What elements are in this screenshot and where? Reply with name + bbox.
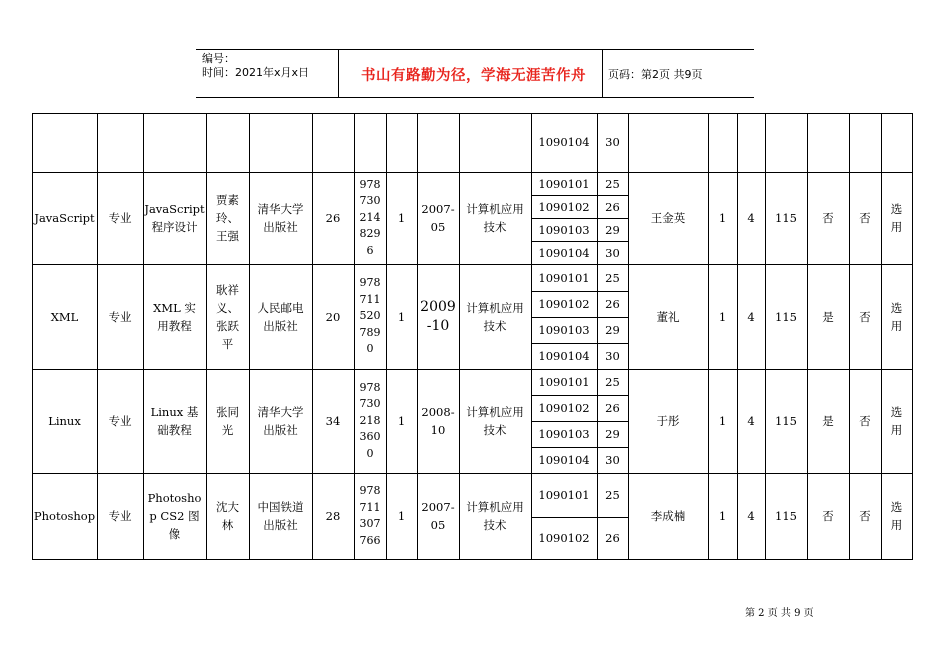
teacher-cell: 于彤 — [656, 414, 680, 428]
teacher-cell: 王金英 — [650, 211, 686, 225]
v3-cell: 115 — [775, 309, 797, 324]
table-rule — [912, 113, 913, 560]
v2-cell: 4 — [747, 414, 755, 428]
time-label: 时间：2021年x月x日 — [202, 66, 310, 79]
page-label: 页码：第2页 共9页 — [608, 68, 703, 81]
table-rule — [32, 113, 913, 114]
price-cell: 34 — [325, 414, 341, 428]
course-table — [32, 113, 912, 559]
authors-cell: 贾素 玲、 王强 — [216, 193, 239, 243]
date-cell: 2007- 05 — [421, 500, 455, 532]
type-cell: 专业 — [108, 414, 132, 428]
v2-cell: 4 — [747, 211, 755, 225]
header-motto: 书山有路勤为径，学海无涯苦作舟 — [361, 68, 586, 84]
book-cell: XML 实 用教程 — [153, 300, 196, 333]
v5-cell: 否 — [859, 509, 871, 523]
v1-cell: 1 — [718, 309, 727, 324]
select-cell: 选 用 — [890, 202, 903, 234]
code-cell: 1090101 — [538, 176, 590, 191]
count-cell: 29 — [605, 222, 620, 237]
count-cell: 29 — [605, 323, 620, 337]
v1-cell: 1 — [718, 509, 727, 523]
publisher-cell: 清华大学 出版社 — [257, 202, 304, 234]
v1-cell: 1 — [718, 414, 727, 428]
date-cell: 2007- 05 — [421, 202, 455, 234]
count-cell: 30 — [605, 453, 620, 467]
number-label: 编号： — [202, 52, 235, 65]
book-cell: JavaScript 程序设计 — [144, 202, 205, 234]
type-cell: 专业 — [108, 309, 132, 324]
count-cell: 26 — [605, 199, 620, 214]
code-cell: 1090103 — [538, 427, 590, 441]
v4-cell: 是 — [822, 414, 834, 428]
header-divider — [338, 50, 339, 97]
course-cell: Photoshop — [33, 509, 96, 523]
authors-cell: 耿祥 义、 张跃 平 — [216, 282, 239, 351]
count-cell: 30 — [605, 349, 620, 363]
v5-cell: 否 — [859, 309, 871, 324]
header-divider — [602, 50, 603, 97]
authors-cell: 张同 光 — [216, 405, 239, 437]
code-cell: 1090102 — [538, 199, 590, 214]
major-cell: 计算机应用 技术 — [466, 500, 524, 532]
v3-cell: 115 — [775, 509, 797, 523]
v1-cell: 1 — [718, 211, 727, 225]
isbn-cell: 978 730 218 360 0 — [359, 380, 381, 460]
edition-cell: 1 — [397, 211, 406, 225]
select-cell: 选 用 — [890, 405, 903, 437]
code-cell: 1090102 — [538, 401, 590, 415]
teacher-cell: 董礼 — [656, 309, 680, 324]
type-cell: 专业 — [108, 509, 132, 523]
page-footer: 第 2 页 共 9 页 — [745, 608, 814, 619]
date-cell: 2009 -10 — [420, 298, 456, 334]
edition-cell: 1 — [397, 509, 406, 523]
course-cell: JavaScript — [34, 211, 95, 225]
count-cell: 29 — [605, 427, 620, 441]
book-cell: Photosho p CS2 图 像 — [147, 491, 202, 541]
publisher-cell: 中国铁道 出版社 — [257, 500, 304, 532]
isbn-cell: 978 730 214 829 6 — [359, 177, 381, 257]
edition-cell: 1 — [397, 414, 406, 428]
count-cell: 30 — [605, 135, 620, 149]
code-cell: 1090101 — [538, 488, 590, 502]
v3-cell: 115 — [775, 414, 797, 428]
price-cell: 26 — [325, 211, 341, 225]
count-cell: 25 — [605, 270, 620, 285]
count-cell: 25 — [605, 488, 620, 502]
price-cell: 20 — [325, 309, 341, 324]
code-cell: 1090103 — [538, 323, 590, 337]
code-cell: 1090104 — [538, 453, 590, 467]
select-cell: 选 用 — [890, 500, 903, 532]
v2-cell: 4 — [747, 309, 755, 324]
edition-cell: 1 — [397, 309, 406, 324]
count-cell: 25 — [605, 176, 620, 191]
count-cell: 25 — [605, 375, 620, 389]
authors-cell: 沈大 林 — [216, 500, 239, 532]
v5-cell: 否 — [859, 414, 871, 428]
v4-cell: 否 — [822, 509, 834, 523]
v3-cell: 115 — [775, 211, 797, 225]
document-header — [196, 49, 754, 98]
code-cell: 1090104 — [538, 349, 590, 363]
code-cell: 1090102 — [538, 531, 590, 545]
code-cell: 1090104 — [538, 135, 590, 149]
book-cell: Linux 基 础教程 — [150, 405, 199, 437]
code-cell: 1090102 — [538, 297, 590, 311]
course-cell: Linux — [48, 414, 81, 428]
course-cell: XML — [50, 309, 79, 324]
teacher-cell: 李成楠 — [650, 509, 686, 523]
major-cell: 计算机应用 技术 — [466, 300, 524, 333]
count-cell: 26 — [605, 401, 620, 415]
price-cell: 28 — [325, 509, 341, 523]
count-cell: 26 — [605, 531, 620, 545]
date-cell: 2008- 10 — [421, 405, 455, 437]
major-cell: 计算机应用 技术 — [466, 202, 524, 234]
publisher-cell: 人民邮电 出版社 — [257, 300, 304, 333]
publisher-cell: 清华大学 出版社 — [257, 405, 304, 437]
table-rule — [32, 559, 913, 560]
v4-cell: 否 — [822, 211, 834, 225]
header-meta — [202, 52, 309, 80]
code-cell: 1090101 — [538, 270, 590, 285]
major-cell: 计算机应用 技术 — [466, 405, 524, 437]
isbn-cell: 978 711 307 766 — [359, 484, 381, 547]
v4-cell: 是 — [822, 309, 834, 324]
code-cell: 1090103 — [538, 222, 590, 237]
select-cell: 选 用 — [890, 300, 903, 333]
v2-cell: 4 — [747, 509, 755, 523]
isbn-cell: 978 711 520 789 0 — [359, 276, 381, 356]
code-cell: 1090101 — [538, 375, 590, 389]
code-cell: 1090104 — [538, 245, 590, 260]
type-cell: 专业 — [108, 211, 132, 225]
v5-cell: 否 — [859, 211, 871, 225]
count-cell: 30 — [605, 245, 620, 260]
count-cell: 26 — [605, 297, 620, 311]
